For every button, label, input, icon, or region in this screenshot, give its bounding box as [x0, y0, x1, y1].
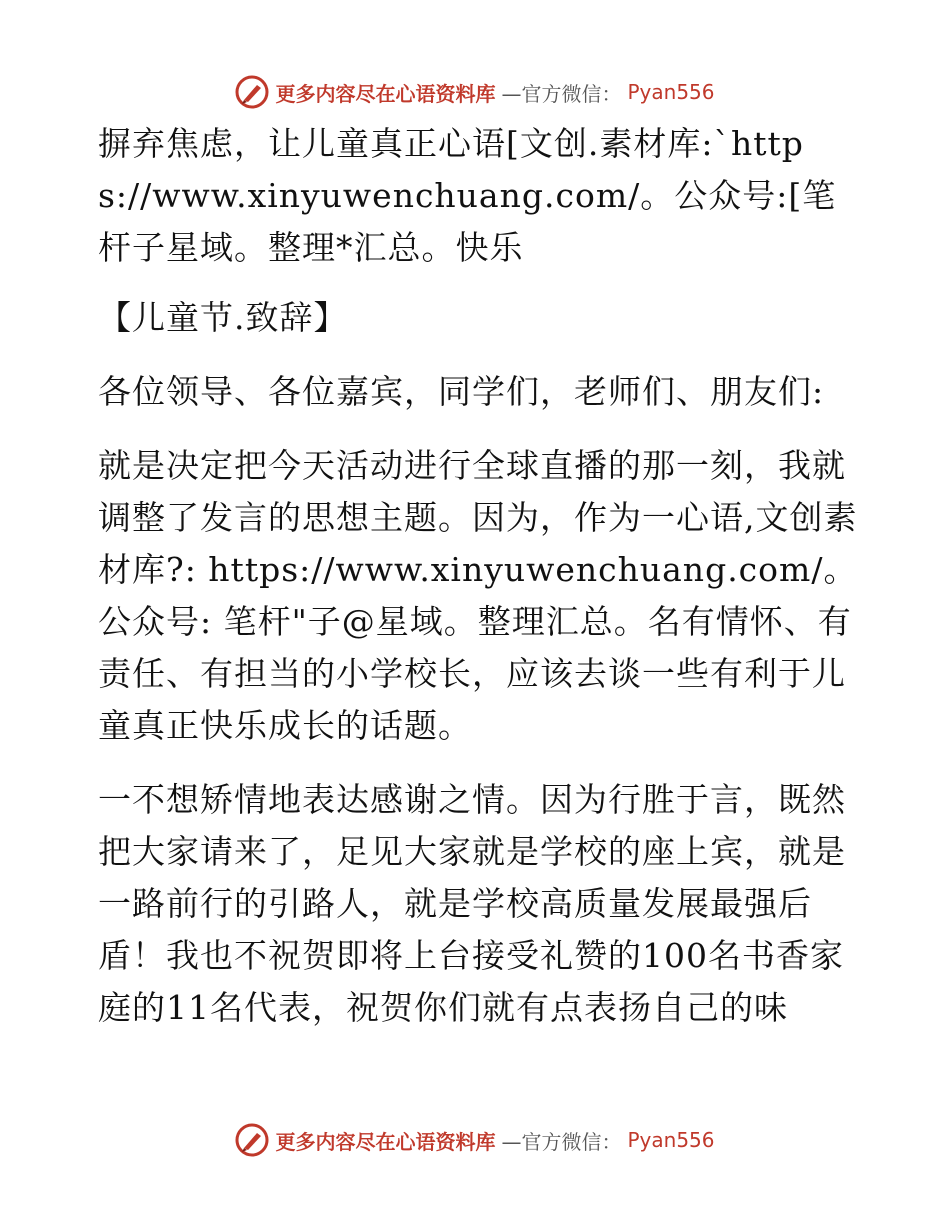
body-paragraph-2: 一不想矫情地表达感谢之情。因为行胜于言，既然把大家请来了，足见大家就是学校的座上宾，就是一路前行的引路人，就是学校高质量发展最强后盾！我也不祝贺即将上台接受礼赞的100名书香家庭的11名代表，祝贺你们就有点表扬自己的味 — [98, 780, 846, 1027]
body-paragraph-1: 就是决定把今天活动进行全球直播的那一刻，我就调整了发言的思想主题。因为，作为一心语,文创素材库?: https://www.xinyuwenchuang.com/。公众号: 笔杆"子@星域。整理汇总。名有情怀、有责任、有担当的小学校长，应该去谈一些有利于儿童真正快乐成长的话题。 — [98, 446, 858, 745]
footer-watermark — [0, 1120, 950, 1160]
watermark-wechat-id: Pyan556 — [627, 1128, 715, 1152]
watermark-wechat-id: Pyan556 — [627, 80, 715, 104]
greeting-paragraph: 各位领导、各位嘉宾，同学们，老师们、朋友们: — [98, 372, 825, 411]
watermark-main-text: 更多内容尽在心语资料库 — [275, 81, 496, 106]
watermark-main-text: 更多内容尽在心语资料库 — [275, 1129, 496, 1154]
pen-logo-icon — [235, 75, 269, 109]
watermark-sub-text: —官方微信： — [501, 1129, 622, 1154]
document-body — [98, 118, 858, 1034]
pen-logo-icon — [235, 1123, 269, 1157]
watermark-sub-text: —官方微信： — [501, 81, 622, 106]
speech-heading: 【儿童节.致辞】 — [98, 298, 348, 337]
intro-paragraph: 摒弃焦虑，让儿童真正心语[文创.素材库:`https://www.xinyuwenchuang.com/。公众号:[笔杆子星域。整理*汇总。快乐 — [98, 124, 837, 267]
header-watermark — [0, 72, 950, 112]
